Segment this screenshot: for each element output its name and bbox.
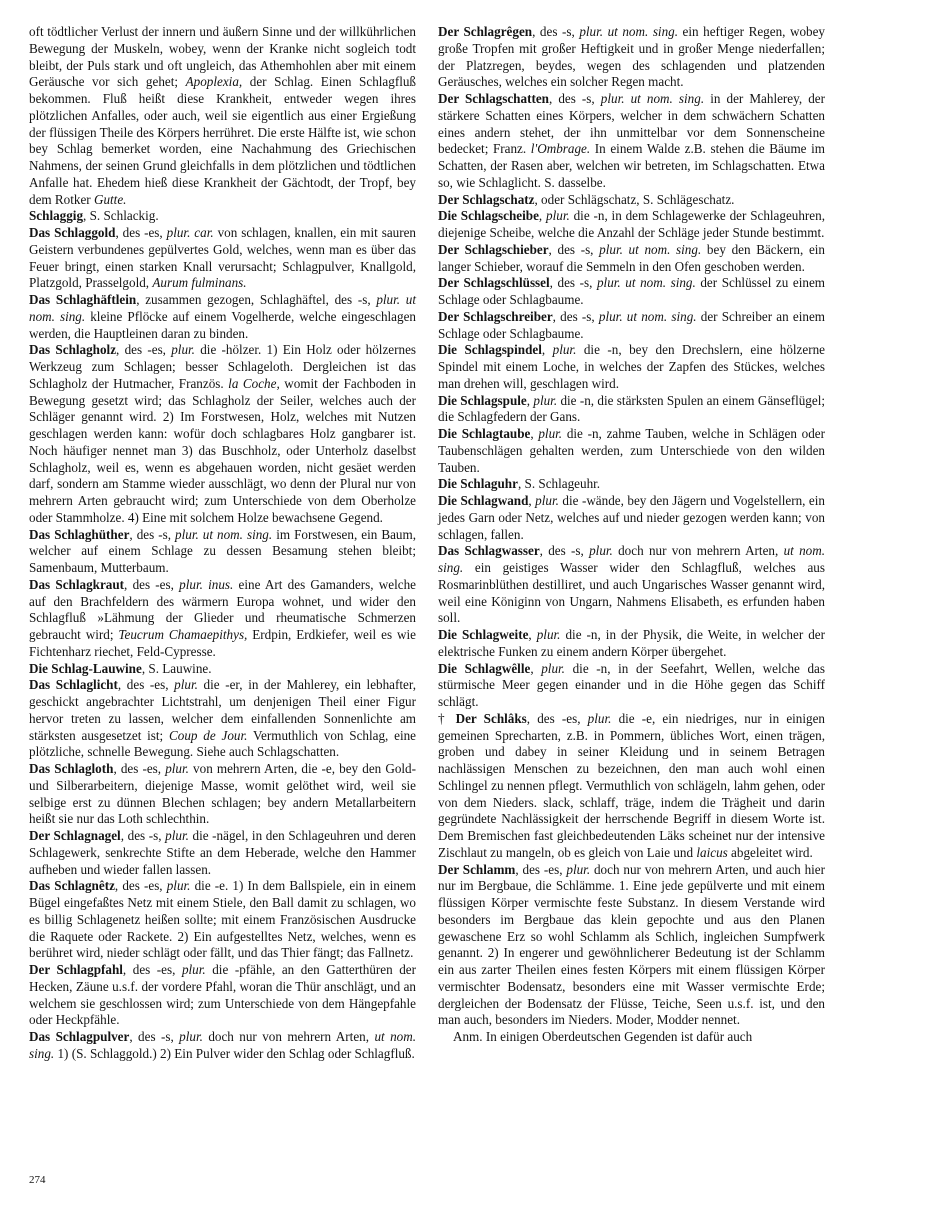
dictionary-entry xyxy=(438,661,825,711)
italic-term: plur. xyxy=(171,342,195,358)
italic-term: ut nom. sing. xyxy=(29,1029,416,1061)
entry-text: , des -s, xyxy=(129,1029,180,1044)
dictionary-entry xyxy=(438,476,825,493)
entry-text: , S. Schlackig. xyxy=(83,208,159,224)
entry-text: , des -es, xyxy=(526,710,588,726)
entry-text: , oder Schlägschatz, S. Schlägeschatz. xyxy=(534,191,735,207)
entry-text: , des -s, xyxy=(549,275,597,291)
entry-text: bey den Bäckern, ein langer Schieber, worauf die Semmeln in den Ofen geschoben werden. xyxy=(438,241,826,274)
entry-text: die -e, ein niedriges, nur in einigen gemeinen Sprecharten, z.B. in Pommern, übliches Wort, einen trägen, groben und dabey in seiner Kleidung und in seinem Betragen nachlässigen Menschen zu bezeichnen, den man auch wohl einen Schlingel zu nennen pflegt. Vermuthlich von schlägeln, lahm gehen, oder von dem Nieders. slack, schlaff, träge, indem die Trägheit und darin gegründete Nachlässigkeit der herrschende Begriff in diesem Worte ist. Dem Bremischen fast gleichbedeutenden Läks scheinet nur der intensive Zischlaut zu mangeln, ob es gleich von Laie und xyxy=(438,710,825,860)
dictionary-entry xyxy=(29,208,416,225)
dictionary-entry xyxy=(438,862,825,1030)
italic-term: plur. xyxy=(566,861,591,877)
entry-text: die -hölzer. 1) Ein Holz oder hölzernes Werkzeug zum Schlagen; besser Schlageloth. Dergleichen ist das Schlagholz der Hutmacher, Französ. xyxy=(29,342,417,391)
entry-text: die -wände, bey den Jägern und Vogelstellern, ein jedes Garn oder Netz, welches auf und nieder gezogen werden kann; von schlagen, fallen. xyxy=(438,493,825,542)
entry-text: , des -es, xyxy=(113,761,166,776)
entry-text: † xyxy=(438,710,456,726)
entry-text: , des -es, xyxy=(116,342,172,358)
entry-continuation xyxy=(29,24,416,208)
headword: Das Schlagholz xyxy=(29,342,117,358)
dictionary-entry xyxy=(438,426,825,476)
entry-text: , xyxy=(530,660,542,676)
entry-text: , des -es, xyxy=(122,962,182,977)
italic-term: l'Ombrage. xyxy=(530,141,591,157)
dictionary-entry xyxy=(29,577,416,661)
entry-text: oft tödtlicher Verlust der innern und äußern Sinne und der willkührlichen Bewegung der Muskeln, wobey, wenn der Kranke nicht sogleich todt bleibt, der Puls stark und oft ungleich, das Athemhohlen aber mit einem Geräusche vor sich gehet; xyxy=(29,24,416,90)
headword: Der Schlamm xyxy=(438,861,516,877)
italic-term: ut nom. sing. xyxy=(438,543,825,575)
italic-term: Gutte. xyxy=(93,191,127,207)
italic-term: plur. xyxy=(587,710,612,726)
dictionary-entry xyxy=(29,962,416,1029)
entry-text: 1) (S. Schlaggold.) 2) Ein Pulver wider den Schlag oder Schlagfluß. xyxy=(54,1045,415,1061)
dictionary-entry xyxy=(29,761,416,828)
headword: Die Schlagwand xyxy=(438,493,529,508)
entry-text: , xyxy=(541,342,553,358)
headword: Der Schlagpfahl xyxy=(29,962,123,977)
entry-text: , des -es, xyxy=(115,225,167,240)
dictionary-entry xyxy=(438,627,825,661)
dictionary-entry xyxy=(29,527,416,577)
entry-text: ein heftiger Regen, wobey große Tropfen mit großer Heftigkeit und in großer Menge niederfallen; der Platzregen, beydes, wegen des schlagenden und platzenden Geräusches, welches ein solcher Regen macht. xyxy=(438,24,825,90)
headword: Schlaggig xyxy=(29,208,84,224)
italic-term: plur. xyxy=(166,878,191,894)
italic-term: plur. xyxy=(165,761,189,776)
entry-text: ein geistiges Wasser wider den Schlagfluß, welches aus Rosmarinblüthen destilliret, und auch Ungarisches Wasser genannt wird, weil eine Königinn von Ungarn, Nahmens Elisabeth, es erfunden haben soll. xyxy=(438,560,825,626)
italic-term: Coup de Jour. xyxy=(169,727,248,743)
entry-text: , des -s, xyxy=(120,828,166,843)
headword: Der Schlagrêgen xyxy=(438,24,533,39)
headword: Der Schlagnagel xyxy=(29,828,121,843)
entry-text: , des -es, xyxy=(124,576,180,592)
headword: Der Schlagschatz xyxy=(438,191,535,207)
dictionary-entry xyxy=(438,543,825,627)
entry-text: Erdpin, Erdkiefer, weil es wie Fichtenharz riechet, Feld-Cypresse. xyxy=(29,627,416,659)
entry-text: abgeleitet wird. xyxy=(727,844,813,860)
dictionary-entry xyxy=(29,225,416,292)
entry-text: In einem Walde z.B. stehen die Bäume im Schatten, der Rasen aber, welchen wir betreten, im Schlagschatten. Etwa so, wie Schlaglicht. S. dasselbe. xyxy=(438,141,826,190)
dictionary-entry xyxy=(29,1029,416,1063)
headword: Die Schlagscheibe xyxy=(438,208,539,224)
entry-text: der Schreiber an einem Schlage oder Schlagbaume. xyxy=(438,308,826,341)
headword: Die Schlaguhr xyxy=(438,476,518,492)
entry-text: Vermuthlich von Schlag, eine plötzliche, schnelle Bewegung. Siehe auch Schlagschatten. xyxy=(29,727,416,760)
italic-term: plur. xyxy=(533,392,558,408)
entry-text: die -n, die stärksten Spulen an einem Gänseflügel; die Schlagfedern der Gans. xyxy=(438,392,825,425)
entry-text: , xyxy=(530,426,539,441)
entry-text: , des -s, xyxy=(539,543,590,559)
headword: Der Schlagschatten xyxy=(438,91,549,106)
headword: Das Schlagkraut xyxy=(29,576,125,592)
headword: Das Schlagwasser xyxy=(438,543,540,559)
italic-term: la Coche, xyxy=(228,375,280,391)
italic-term: plur. ut nom. sing. xyxy=(599,241,702,257)
italic-term: Teucrum Chamaepithys, xyxy=(118,627,248,642)
italic-term: plur. car. xyxy=(166,225,214,240)
headword: Die Schlagwêlle xyxy=(438,660,531,676)
dictionary-entry xyxy=(438,309,825,343)
entry-text: , xyxy=(538,208,547,224)
entry-text: Anm. In einigen Oberdeutschen Gegenden ist dafür auch xyxy=(453,1029,753,1044)
italic-term: plur. xyxy=(541,660,565,676)
entry-text: , S. Lauwine. xyxy=(141,660,212,676)
headword: Das Schlagloth xyxy=(29,761,114,776)
entry-text: doch nur von mehrern Arten, und auch hier nur im Bergbaue, die Schlämme. 1. Eine jede gepülverte und mit einem flüssigen Körper vermischte feste Substanz. In diesem Verstande wird besonders im Bergbaue das klein gepochte und aus den Planen gewaschene Erz so wohl Schlamm als Schlich, ingleichen Sumpfwerk genannt. 2) In engerer und gewöhnlicherer Bedeutung ist der Schlamm ein aus zarter Theilen eines festen Körpers mit einem flüssigen Körper vermischter Bodensatz, besonders eine mit Wasser vermischte Erde; dergleichen der Bodensatz der Flüsse, Teiche, Seen u.s.f. ist, und den man auch, besonders im Nieders. Moder, Modder nennet. xyxy=(438,861,826,1028)
dictionary-entry xyxy=(29,342,416,526)
entry-text: , des -s, xyxy=(129,526,176,542)
dictionary-entry xyxy=(438,192,825,209)
entry-text: , des -es, xyxy=(117,677,175,693)
italic-term: plur. ut nom. sing. xyxy=(600,91,705,106)
entry-text: eine Art des Gamanders, welche auf den Brachfeldern des wärmern Europa wohnet, und wider den Schlagfluß »Lähmung der Glieder und rheumatische Schmerzen gebraucht wird; xyxy=(29,576,416,642)
italic-term: laicus xyxy=(696,844,728,860)
dictionary-entry xyxy=(29,878,416,962)
headword: Der Schlagschlüssel xyxy=(438,275,550,291)
headword: Die Schlagspule xyxy=(438,392,527,408)
headword: Der Schlagschieber xyxy=(438,241,549,257)
italic-term: plur. xyxy=(538,426,563,441)
left-column xyxy=(29,24,416,1063)
entry-text: , xyxy=(526,392,534,408)
headword: Das Schlaghäftlein xyxy=(29,292,137,307)
entry-text: im Forstwesen, ein Baum, welcher auf einem Schlage zu dessen Besamung stehen bleibt; Samenbaum, Mutterbaum. xyxy=(29,526,416,575)
headword: Das Schlaghüther xyxy=(29,526,130,542)
dictionary-entry xyxy=(438,242,825,276)
italic-term: plur. xyxy=(535,493,559,508)
headword: Das Schlagpulver xyxy=(29,1029,130,1044)
entry-text: der Schlag. Einen Schlagfluß bekommen. Fluß heißt diese Krankheit, entweder wegen ihres plötzlichen Anfalles, oder auch, weil sie eigentlich aus einer Ergießung der flüssigen Theile des Körpers herrühret. Die erste Hälfte ist, wie schon bey Schlag bemerket worden, eine Nachahmung des Griechischen Nahmens, der seinen Grund gleichfalls in dem plötzlichen und tödtlichen Anfalle hat. Ehedem hieß diese Krankheit der Gächtodt, der Tropf, bey dem Rotker xyxy=(29,74,416,207)
entry-text: , des -s, xyxy=(548,241,600,257)
right-column xyxy=(438,24,825,1046)
italic-term: plur. ut nom. sing. xyxy=(29,292,416,324)
entry-text: , S. Schlageuhr. xyxy=(517,476,601,492)
entry-text: die -n, zahme Tauben, welche in Schlägen oder Taubenschlägen gehalten werden, zum Unterschiede von den wilden Tauben. xyxy=(438,426,825,475)
headword: Die Schlagtaube xyxy=(438,426,531,441)
entry-text: die -n, in dem Schlagewerke der Schlageuhren, diejenige Scheibe, welche die Anzahl der Schläge jeder Stunde bestimmt. xyxy=(438,208,825,240)
italic-term: plur. ut nom. sing. xyxy=(175,526,273,542)
dictionary-entry xyxy=(438,275,825,309)
entry-text: kleine Pflöcke auf einem Vogelherde, welche eingeschlagen werden, die Hauptleinen daran zu binden. xyxy=(29,308,416,341)
page-number: 274 xyxy=(29,1174,46,1186)
dictionary-entry xyxy=(438,393,825,427)
entry-text: , des -s, xyxy=(552,308,599,324)
italic-term: plur. ut nom. sing. xyxy=(579,24,679,39)
dictionary-entry xyxy=(438,91,825,192)
dictionary-entry xyxy=(438,493,825,543)
entry-text: , des -s, xyxy=(548,91,601,106)
entry-text: die -er, in der Mahlerey, ein lebhafter, geschickt angebrachter Lichtstrahl, um denjenigen Theil einer Figur hervor treten zu lassen, welcher dem einfallenden Sonnenlichte am stärksten ausgesetzet ist; xyxy=(29,677,416,743)
note-paragraph xyxy=(438,1029,825,1046)
dictionary-entry xyxy=(438,24,825,91)
dictionary-entry xyxy=(438,342,825,392)
entry-text: , xyxy=(528,627,537,642)
entry-text: die -pfähle, an den Gatterthüren der Hecken, Zäune u.s.f. der vordere Pfahl, woran die Thür anschlägt, und an welchem sie geschlossen wird; zum Unterschiede von dem Hängepfahle oder Heckpfähle. xyxy=(29,962,417,1028)
entry-text: doch nur von mehrern Arten, xyxy=(202,1029,375,1044)
headword: Der Schlâks xyxy=(455,710,527,726)
italic-term: plur. xyxy=(536,627,561,642)
italic-term: Apoplexia, xyxy=(185,74,243,90)
entry-text: , xyxy=(528,493,536,508)
entry-text: die -n, in der Seefahrt, Wellen, welche das stürmische Meer gegen einander und in die Höhe gegen das Schiff schlägt. xyxy=(438,660,825,709)
italic-term: plur. xyxy=(589,543,613,559)
headword: Das Schlagnêtz xyxy=(29,878,115,894)
entry-text: die -n, in der Physik, die Weite, in welcher der elektrische Funken zu einem andern Körper übergehet. xyxy=(438,627,825,659)
headword: Das Schlaggold xyxy=(29,225,116,240)
headword: Das Schlaglicht xyxy=(29,677,118,693)
entry-text: , des -es, xyxy=(114,878,167,894)
italic-term: plur. ut nom. sing. xyxy=(598,308,697,324)
entry-text: womit der Fachboden in Bewegung gesetzt wird; das Schlagholz der Seiler, welches auch der Schläger genannt wird. 2) Im Forstwesen, Holz, welches mit Nutzen geschlagen werden kann: wofür doch schlagbares Holz gangbarer ist. Noch häufiger nennet man 3) das Buschholz, oder Unterholz daselbst Schlagholz, weil es, wenn es abgehauen worden, nicht gesäet werden darf, sondern am Stamme wieder ausschlägt, wo denn der Plural nur von mehrern Arten gebraucht wird; zum Unterschiede von dem Oberholze oder Stammholze. 4) Eine mit solchem Holze bewachsene Gegend. xyxy=(29,375,416,525)
headword: Die Schlag-Lauwine xyxy=(29,660,142,676)
entry-text: die -n, bey den Drechslern, eine hölzerne Spindel mit einem Loche, in welches der Zapfen des Stückes, welches man drehen will, geschlagen wird. xyxy=(438,342,826,391)
entry-text: der Schlüssel zu einem Schlage oder Schlagbaume. xyxy=(438,275,826,307)
entry-text: , des -es, xyxy=(515,861,567,877)
italic-term: plur. xyxy=(174,677,198,693)
italic-term: Aurum fulminans. xyxy=(152,275,247,291)
dictionary-entry xyxy=(29,828,416,878)
entry-text: , des -s, xyxy=(532,24,580,39)
italic-term: plur. ut nom. sing. xyxy=(596,275,696,291)
italic-term: plur. xyxy=(179,1029,203,1044)
headword: Die Schlagweite xyxy=(438,627,529,642)
dictionary-entry xyxy=(29,661,416,678)
entry-text: die -e. 1) In dem Ballspiele, ein in einem Bügel eingefaßtes Netz mit einem Stiele, den Ball damit zu schlagen, wo es billig Schlagenetz heißen sollte; mit einem Französischen Ausdrucke die Raquete oder Rackete. 2) Ein aufgestelltes Netz, welches, wenn es berühret wird, nieder schlägt oder fällt, und das Thier fängt; das Fallnetz. xyxy=(29,878,416,961)
dictionary-entry xyxy=(29,292,416,342)
italic-term: plur. xyxy=(165,828,189,843)
dictionary-entry xyxy=(29,677,416,761)
italic-term: plur. inus. xyxy=(179,576,234,592)
headword: Die Schlagspindel xyxy=(438,342,542,358)
headword: Der Schlagschreiber xyxy=(438,308,553,324)
entry-text: von mehrern Arten, die -e, bey den Gold- und Silberarbeitern, diejenige Masse, womit gelöthet wird, weil sie selbige erst zu dünnen Blechen schlagen; bey andern Metallarbeitern heißt sie nur das Loth schlechthin. xyxy=(29,761,416,827)
italic-term: plur. xyxy=(552,342,577,358)
entry-text: doch nur von mehrern Arten, xyxy=(612,543,784,559)
dictionary-entry xyxy=(438,208,825,242)
italic-term: plur. xyxy=(546,208,570,224)
entry-text: von schlagen, knallen, ein mit sauren Geistern verbundenes gepülvertes Gold, welches, wenn man es über das Feuer bringt, einen starken Knall verursacht; Schlagpulver, Knallgold, Platzgold, Prasselgold, xyxy=(29,225,417,291)
dictionary-entry xyxy=(438,711,825,862)
entry-text: die -nägel, in den Schlageuhren und deren Schlagewerk, senkrechte Stifte an dem Heberade, welche den Hammer aufheben und wieder fallen lassen. xyxy=(29,828,416,877)
entry-text: in der Mahlerey, der stärkere Schatten eines Körpers, welcher in dem schwächern Schatten eines andern stehet, der ihn unmittelbar vor dem Sonnenscheine bedecket; Franz. xyxy=(438,91,825,157)
entry-text: , zusammen gezogen, Schlaghäftel, des -s, xyxy=(136,292,377,307)
italic-term: plur. xyxy=(181,962,206,977)
